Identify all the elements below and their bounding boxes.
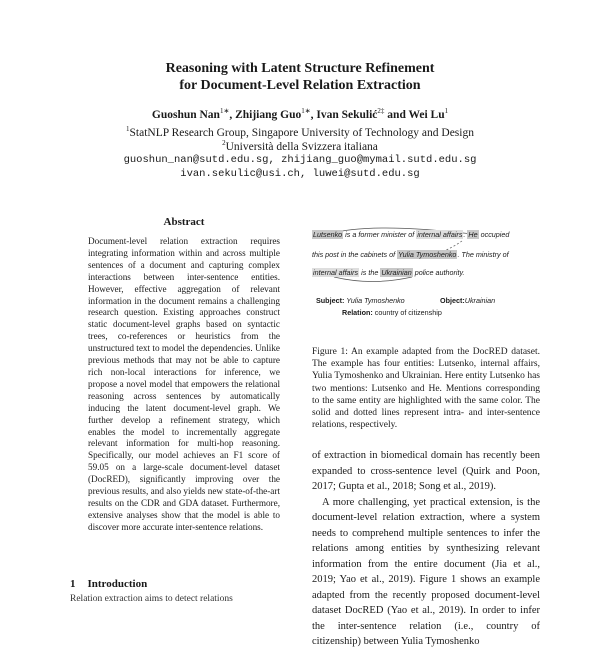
author-name: Wei Lu: [408, 108, 445, 121]
title-line-1: Reasoning with Latent Structure Refinement: [165, 61, 435, 76]
paragraph: of extraction in biomedical domain has recently been expanded to cross-sentence level (Quirk and Poon, 2017; Gupta et al., 2018; Song et al., 2019).: [312, 450, 540, 492]
section-title: Introduction: [87, 578, 148, 590]
entity-mention: internal affairs: [417, 230, 463, 239]
sentence-text: .: [463, 230, 468, 239]
right-column-body: [312, 448, 540, 650]
author-list: Guoshun Nan$^{1∗}$, Zhijiang Guo$^{1∗}$, Ivan Sekulić$^{2\ddagger}$ and Wei Lu$^1$: [151, 107, 449, 121]
entity-mention: He: [468, 230, 478, 239]
caption-text: An example adapted from the DocRED dataset. The example has four entities: Lutsenko, internal affairs, Yulia Tymoshenko and Ukrainian. Here entity Lutsenko has two mentions: Lutsenko and He. Mentions corresponding to the same entity are highlighted with the same color. The solid and dotted lines represent intra- and inter-sentence relations, respectively.: [312, 347, 540, 431]
entity-mention: Yulia Tymoshenko: [398, 250, 457, 259]
section-number: 1: [70, 578, 76, 590]
affiliation-text: StatNLP Research Group, Singapore University of Technology and Design: [129, 126, 474, 139]
section-heading: [70, 578, 147, 590]
abstract-heading: Abstract: [163, 216, 205, 228]
affiliation-mark: 1: [126, 125, 130, 133]
author-name: Guoshun Nan: [151, 108, 220, 121]
email-line-1: guoshun_nan@sutd.edu.sg, zhijiang_guo@mymail.sutd.edu.sg: [123, 154, 477, 166]
sentence-text: occupied: [478, 230, 510, 239]
title-line-2: for Document-Level Relation Extraction: [179, 78, 421, 93]
email-line-2: ivan.sekulic@usi.ch, luwei@sutd.edu.sg: [180, 168, 420, 180]
affiliation-mark: 2: [222, 139, 226, 147]
sentence-text: this post in the cabinets of: [312, 250, 398, 259]
subject-value: Yulia Tymoshenko: [346, 296, 405, 305]
caption-label: Figure 1:: [312, 347, 348, 357]
object-value: Ukrainian: [464, 296, 496, 305]
sentence-text: . The ministry of: [457, 250, 509, 259]
sentence-text: is a former minister of: [343, 230, 417, 239]
entity-mention: Lutsenko: [313, 230, 343, 239]
abstract-body: Document-level relation extraction requires integrating information within and across multiple sentences of a document and capturing complex interactions between inter-sentence entities. However, effective aggregation of relevant information in the document remains a challenging research question. Existing approaches construct static document-level graphs based on syntactic trees, co-references or heuristics from the unstructured text to model the dependencies. Unlike previous methods that may not be able to capture rich non-local interactions for inference, we propose a novel model that empowers the relational reasoning across sentences by automatically inducing the latent document-level graph. We further develop a refinement strategy, which enables the model to incrementally aggregate relevant information for multi-hop reasoning. Specifically, our model achieves an F1 score of 59.05 on a large-scale document-level dataset (DocRED), significantly improving over the previous results, and also yields new state-of-the-art results on the CDR and GDA dataset. Furthermore, extensive analyses show that the model is able to discover more accurate inter-sentence relations.: [88, 236, 280, 532]
figure-sentence-1: [312, 230, 509, 239]
figure-caption: [312, 346, 540, 431]
author-mark: 2‡: [377, 107, 385, 115]
object-label: Object:: [440, 296, 465, 305]
author-mark: 1∗: [219, 107, 230, 115]
author-name: Zhijiang Guo: [235, 108, 302, 121]
affiliation-2: [60, 137, 540, 154]
entity-mention: internal affairs: [313, 268, 359, 277]
figure-sentence-3: [312, 268, 465, 277]
affiliation-text: Università della Svizzera italiana: [225, 140, 378, 153]
sentence-text: police authority.: [412, 268, 465, 277]
author-name: Ivan Sekulić: [316, 108, 378, 121]
relation-field: [342, 308, 442, 317]
section-first-line: Relation extraction aims to detect relations: [70, 594, 233, 604]
subject-label: Subject:: [316, 296, 345, 305]
sentence-text: is the: [359, 268, 381, 277]
entity-mention: Ukrainian: [381, 268, 412, 277]
paper-title: [60, 60, 540, 94]
object-field: [440, 296, 495, 305]
figure-1: [312, 224, 540, 336]
author-mark: 1: [444, 107, 449, 115]
relation-value: country of citizenship: [374, 308, 442, 317]
subject-field: [316, 296, 405, 305]
figure-sentence-2: [312, 250, 509, 259]
author-mark: 1∗: [301, 107, 311, 115]
paragraph: A more challenging, yet practical extension, is the document-level relation extraction, where a system needs to comprehend multiple sentences to infer the relations among entities by synthesizing relevant information from the entire document (Jia et al., 2019; Yao et al., 2019). Figure 1 shows an example adapted from the recently proposed document-level dataset DocRED (Yao et al., 2019). In order to infer the inter-sentence relation (i.e., country of citizenship) between Yulia Tymoshenko: [312, 496, 540, 647]
relation-label: Relation:: [342, 308, 373, 317]
solid-relation-arc: [334, 277, 412, 282]
relation-arcs: [312, 224, 540, 336]
